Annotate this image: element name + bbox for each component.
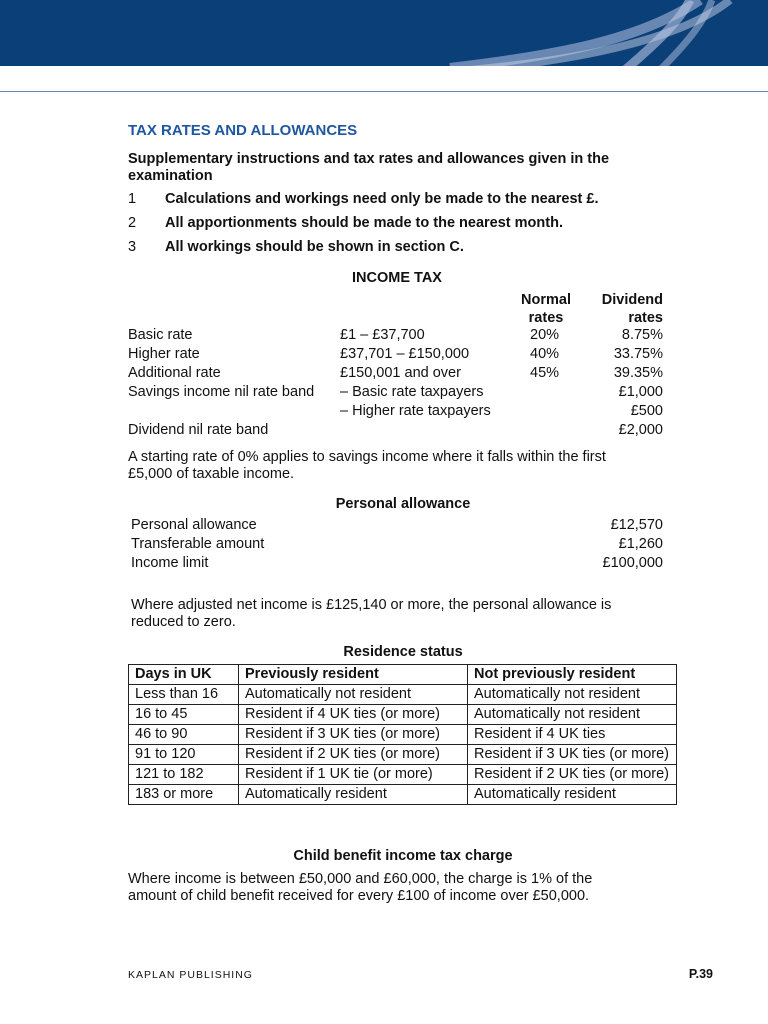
previously-resident-cell: Resident if 2 UK ties (or more)	[239, 745, 468, 765]
days-cell: 91 to 120	[129, 745, 239, 765]
rate-band: £37,701 – £150,000	[340, 346, 470, 362]
rate-band: – Higher rate taxpayers	[340, 403, 491, 419]
previously-resident-cell: Resident if 4 UK ties (or more)	[239, 705, 468, 725]
header-not-previously-resident: Not previously resident	[468, 665, 677, 685]
pa-note: reduced to zero.	[131, 614, 236, 630]
rate-label: Basic rate	[128, 327, 193, 343]
footer-page-number: P.39	[688, 967, 713, 981]
personal-allowance-heading: Personal allowance	[335, 496, 471, 512]
dividend-rate: 39.35%	[613, 365, 663, 381]
normal-rate: 45%	[530, 365, 560, 381]
col-dividend-header: rates	[628, 310, 663, 326]
pa-value: £100,000	[602, 555, 663, 571]
pa-value: £1,260	[618, 536, 663, 552]
intro-line-1: Supplementary instructions and tax rates and allowances given in the	[128, 151, 610, 167]
previously-resident-cell: Resident if 1 UK tie (or more)	[239, 765, 468, 785]
header-rule	[0, 91, 768, 92]
table-row	[129, 685, 677, 705]
not-previously-resident-cell: Resident if 4 UK ties	[468, 725, 677, 745]
swoosh-decoration-icon	[0, 0, 768, 66]
dividend-rate: 33.75%	[613, 346, 663, 362]
footer-publisher: KAPLAN PUBLISHING	[128, 969, 253, 981]
table-row	[129, 765, 677, 785]
child-benefit-text: amount of child benefit received for every £100 of income over £50,000.	[128, 888, 590, 904]
table-row	[129, 785, 677, 805]
pa-label: Income limit	[131, 555, 209, 571]
income-tax-heading: INCOME TAX	[352, 270, 442, 286]
instruction-text: All apportionments should be made to the nearest month.	[165, 215, 563, 231]
rate-band: £1 – £37,700	[340, 327, 425, 343]
child-benefit-heading: Child benefit income tax charge	[293, 848, 513, 864]
instruction-number: 3	[128, 239, 137, 255]
starting-rate-note: A starting rate of 0% applies to savings income where it falls within the first	[128, 449, 606, 465]
not-previously-resident-cell: Automatically not resident	[468, 705, 677, 725]
pa-note: Where adjusted net income is £125,140 or more, the personal allowance is	[131, 597, 612, 613]
days-cell: Less than 16	[129, 685, 239, 705]
table-row	[129, 745, 677, 765]
not-previously-resident-cell: Resident if 2 UK ties (or more)	[468, 765, 677, 785]
dividend-rate: £500	[630, 403, 663, 419]
dividend-rate: £1,000	[618, 384, 663, 400]
rate-band: – Basic rate taxpayers	[340, 384, 484, 400]
starting-rate-note: £5,000 of taxable income.	[128, 466, 295, 482]
not-previously-resident-cell: Resident if 3 UK ties (or more)	[468, 745, 677, 765]
instruction-number: 1	[128, 191, 137, 207]
rate-band: £150,001 and over	[340, 365, 461, 381]
previously-resident-cell: Automatically not resident	[239, 685, 468, 705]
dividend-rate: £2,000	[618, 422, 663, 438]
not-previously-resident-cell: Automatically resident	[468, 785, 677, 805]
col-normal-header: rates	[528, 310, 564, 326]
table-row	[129, 705, 677, 725]
days-cell: 46 to 90	[129, 725, 239, 745]
normal-rate: 40%	[530, 346, 560, 362]
instruction-text: All workings should be shown in section C.	[165, 239, 464, 255]
rate-label: Higher rate	[128, 346, 200, 362]
col-dividend-header: Dividend	[601, 292, 663, 308]
rate-label: Dividend nil rate band	[128, 422, 269, 438]
pa-label: Personal allowance	[131, 517, 257, 533]
table-row	[129, 725, 677, 745]
normal-rate: 20%	[530, 327, 560, 343]
header-days: Days in UK	[129, 665, 239, 685]
col-normal-header: Normal	[521, 292, 571, 308]
previously-resident-cell: Resident if 3 UK ties (or more)	[239, 725, 468, 745]
days-cell: 121 to 182	[129, 765, 239, 785]
not-previously-resident-cell: Automatically not resident	[468, 685, 677, 705]
previously-resident-cell: Automatically resident	[239, 785, 468, 805]
table-header-row	[129, 665, 677, 685]
intro-line-2: examination	[128, 168, 213, 184]
pa-label: Transferable amount	[131, 536, 265, 552]
days-cell: 16 to 45	[129, 705, 239, 725]
header-banner	[0, 0, 768, 66]
child-benefit-text: Where income is between £50,000 and £60,000, the charge is 1% of the	[128, 871, 593, 887]
instruction-number: 2	[128, 215, 137, 231]
days-cell: 183 or more	[129, 785, 239, 805]
residence-heading: Residence status	[343, 644, 463, 660]
dividend-rate: 8.75%	[621, 327, 663, 343]
instruction-text: Calculations and workings need only be made to the nearest £.	[165, 191, 599, 207]
pa-value: £12,570	[610, 517, 663, 533]
rate-label: Additional rate	[128, 365, 221, 381]
header-previously-resident: Previously resident	[239, 665, 468, 685]
rate-label: Savings income nil rate band	[128, 384, 315, 400]
page-title: TAX RATES AND ALLOWANCES	[128, 122, 358, 139]
residence-table	[128, 664, 677, 805]
